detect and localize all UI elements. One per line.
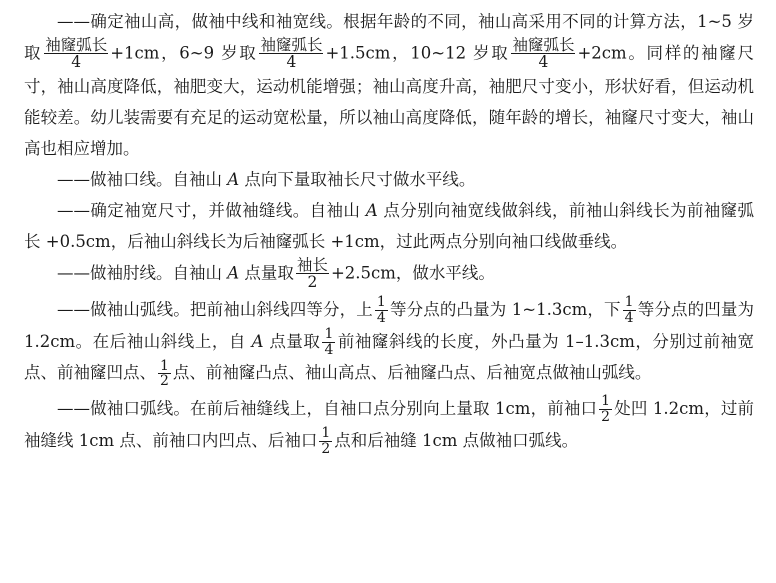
fraction-denominator: 4 [376,310,386,327]
point-label: A [251,331,264,351]
text-run: ——做袖肘线。自袖山 [57,262,228,282]
fraction-denominator: 2 [321,440,331,457]
paragraph-p2 [24,164,754,195]
fraction [511,37,575,71]
fraction-numerator: 1 [376,294,386,311]
text-run: +2cm。同样的袖窿尺寸，袖山高度降低，袖肥变大，运动机能增强；袖山高度升高，袖肥尺寸变小，形状好看，但运动机能较差。幼儿装需要有充足的运动宽松量，所以袖山高度降低，随年龄的增长，袖窿尺寸变大，袖山高也相应增加。 [24,43,754,158]
fraction-numerator: 1 [160,357,169,374]
fraction-denominator: 4 [538,53,549,72]
document-body [24,6,754,457]
fraction [44,37,108,71]
text-run: 处凹 1.2cm，过前袖缝线 1cm 点、前袖口内凹点、后袖口 [24,399,754,450]
text-run: ——做袖口弧线。在前后袖缝线上，自袖口点分别向上量取 1cm，前袖口 [57,399,598,419]
text-run: ——确定袖宽尺寸，并做袖缝线。自袖山 [57,200,366,220]
fraction-denominator: 2 [307,272,318,291]
text-run: 点和后袖缝 1cm 点做袖口弧线。 [334,430,579,450]
paragraph-p3 [24,195,754,257]
fraction [322,327,335,357]
fraction-numerator: 袖窿弧长 [512,36,575,54]
fraction-numerator: 袖窿弧长 [260,36,323,54]
fraction [375,295,388,325]
text-run: ——做袖口线。自袖山 [57,169,228,189]
text-run: 等分点的凹量为 1.2cm。在后袖山斜线上，自 [24,300,755,351]
text-run: ——确定袖山高，做袖中线和袖宽线。根据年龄的不同，袖山高采用不同的计算方法，1~5 岁取 [24,12,754,63]
fraction-denominator: 2 [160,373,169,390]
fraction [319,426,332,456]
point-label: A [365,200,378,220]
text-run: 点、前袖窿凸点、袖山高点、后袖窿凸点、后袖宽点做袖山弧线。 [172,363,652,383]
fraction-numerator: 1 [321,425,331,442]
fraction [623,295,636,325]
text-run: 点分别向袖宽线做斜线，前袖山斜线长为前袖窿弧长 +0.5cm，后袖山斜线长为后袖窿弧长 +1cm，过此两点分别向袖口线做垂线。 [24,200,754,251]
point-label: A [227,262,240,282]
fraction-numerator: 1 [324,326,334,343]
fraction-denominator: 4 [71,53,82,72]
paragraph-p4 [24,257,754,291]
point-label: A [227,169,240,189]
text-run: ——做袖山弧线。把前袖山斜线四等分，上 [57,300,373,320]
fraction-denominator: 2 [601,409,611,426]
text-run: 点量取 [263,331,321,351]
text-run: +1.5cm，10~12 岁取 [325,43,510,63]
text-run: 前袖窿斜线的长度，外凸量为 1–1.3cm，分别过前袖宽点、前袖窿凹点、 [24,331,755,383]
text-run: +1cm，6~9 岁取 [110,43,258,63]
text-run: 点量取 [239,262,294,282]
fraction [296,257,329,291]
paragraph-p6 [24,393,754,456]
fraction-denominator: 4 [286,53,297,72]
text-run: +2.5cm，做水平线。 [330,262,495,282]
paragraph-p5 [24,294,754,389]
fraction-numerator: 1 [601,393,611,410]
text-run: 点向下量取袖长尺寸做水平线。 [239,169,476,189]
fraction-numerator: 袖窿弧长 [45,36,108,54]
fraction [259,37,323,71]
fraction-denominator: 4 [624,310,634,327]
text-run: 等分点的凸量为 1~1.3cm，下 [389,300,621,320]
fraction-numerator: 袖长 [296,255,328,274]
fraction [158,359,171,389]
paragraph-p1 [24,6,754,164]
fraction [599,394,612,424]
fraction-denominator: 4 [324,341,334,358]
fraction-numerator: 1 [624,294,634,311]
